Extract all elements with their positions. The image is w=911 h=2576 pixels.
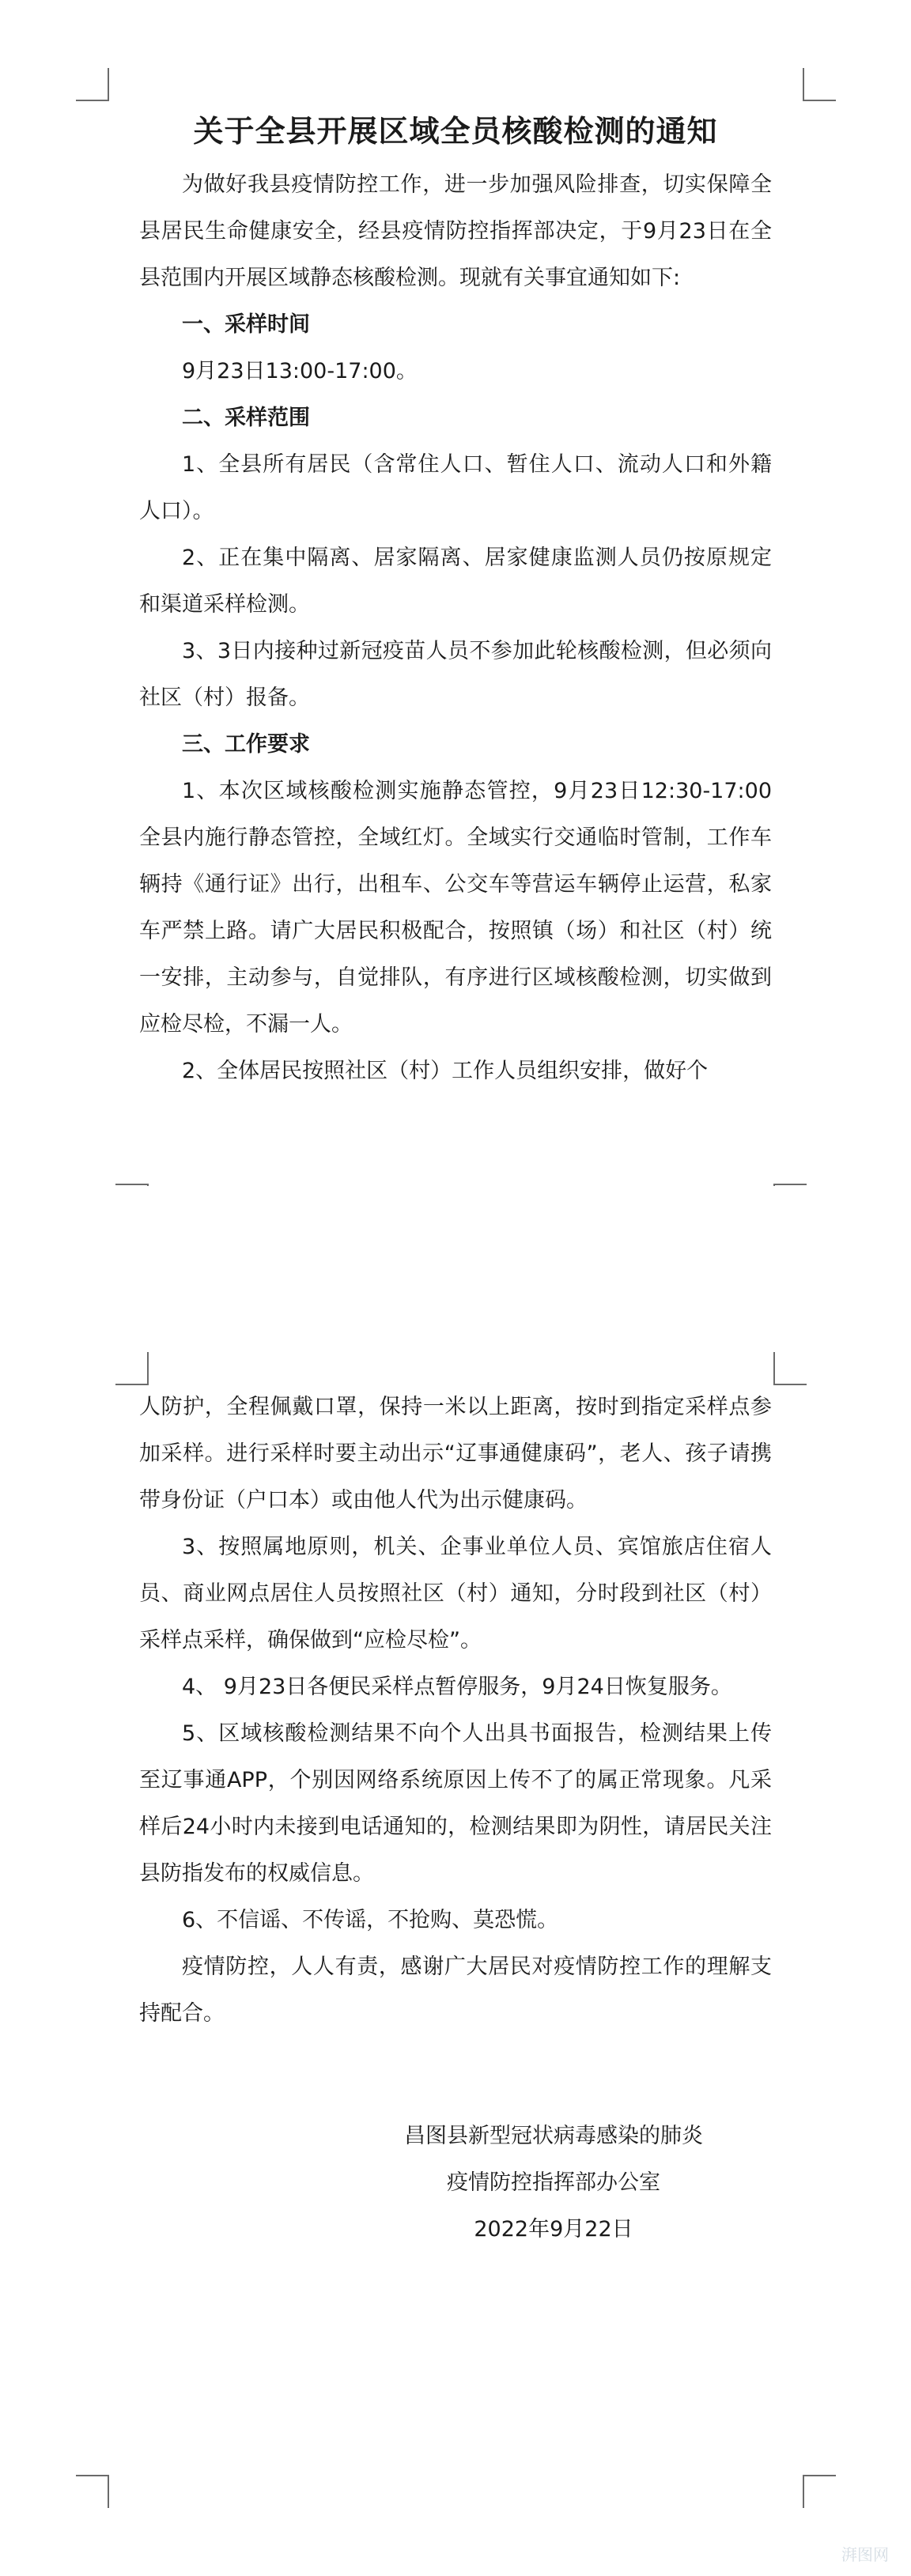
- signature-date: 2022年9月22日: [474, 2217, 633, 2242]
- requirement-item-5: 5、区域核酸检测结果不向个人出具书面报告，检测结果上传至辽事通APP，个别因网络系统原因上传不了的属正常现象。凡采样后24小时内未接到电话通知的，检测结果即为阴性，请居民关注县防指发布的权威信息。: [139, 1721, 772, 1886]
- page-2-body: [139, 1384, 772, 2037]
- requirement-item-2-continued: 人防护，全程佩戴口罩，保持一米以上距离，按时到指定采样点参加采样。进行采样时要主动出示“辽事通健康码”，老人、孩子请携带身份证（户口本）或由他人代为出示健康码。: [139, 1395, 772, 1513]
- section-heading-time: 一、采样时间: [182, 312, 310, 337]
- requirement-item-4: 4、 9月23日各便民采样点暂停服务，9月24日恢复服务。: [182, 1675, 732, 1699]
- section-heading-requirements: 三、工作要求: [182, 732, 310, 757]
- sampling-time: 9月23日13:00-17:00。: [182, 359, 418, 383]
- requirement-item-1: 1、本次区域核酸检测实施静态管控，9月23日12:30-17:00全县内施行静态管控，全域红灯。全域实行交通临时管制，工作车辆持《通行证》出行，出租车、公交车等营运车辆停止运营，私家车严禁上路。请广大居民积极配合，按照镇（场）和社区（村）统一安排，主动参与，自觉排队，有序进行区域核酸检测，切实做到应检尽检，不漏一人。: [139, 779, 772, 1037]
- page-1-body: [139, 108, 772, 1094]
- scope-item-3: 3、3日内接种过新冠疫苗人员不参加此轮核酸检测，但必须向社区（村）报备。: [139, 639, 772, 710]
- requirement-item-3: 3、按照属地原则，机关、企事业单位人员、宾馆旅店住宿人员、商业网点居住人员按照社区（村）通知，分时段到社区（村）采样点采样，确保做到“应检尽检”。: [139, 1535, 772, 1652]
- crop-mark-top-right-2: [773, 1352, 807, 1385]
- signature-org-line-2: 疫情防控指挥部办公室: [447, 2170, 660, 2195]
- crop-mark-top-left-2: [115, 1352, 149, 1385]
- watermark-logo: 湃图网: [841, 2545, 889, 2564]
- closing-paragraph: 疫情防控，人人有责，感谢广大居民对疫情防控工作的理解支持配合。: [139, 1955, 772, 2026]
- intro-paragraph: 为做好我县疫情防控工作，进一步加强风险排查，切实保障全县居民生命健康安全，经县疫情防控指挥部决定，于9月23日在全县范围内开展区域静态核酸检测。现就有关事宜通知如下:: [139, 172, 772, 290]
- crop-mark-top-left: [76, 68, 109, 101]
- scope-item-1: 1、全县所有居民（含常住人口、暂住人口、流动人口和外籍人口）。: [139, 452, 772, 523]
- requirement-item-2-start: 2、全体居民按照社区（村）工作人员组织安排，做好个: [182, 1059, 709, 1083]
- requirement-item-6: 6、不信谣、不传谣，不抢购、莫恐慌。: [182, 1908, 559, 1932]
- notice-title: 关于全县开展区域全员核酸检测的通知: [193, 114, 718, 149]
- crop-mark-top-right: [803, 68, 836, 101]
- crop-mark-bottom-right-2: [803, 2475, 836, 2508]
- document-page-1: [0, 0, 911, 1186]
- crop-mark-bottom-left-2: [76, 2475, 109, 2508]
- signature-org-line-1: 昌图县新型冠状病毒感染的肺炎: [404, 2124, 703, 2148]
- signature-block: [372, 2113, 735, 2253]
- section-heading-scope: 二、采样范围: [182, 406, 310, 430]
- scope-item-2: 2、正在集中隔离、居家隔离、居家健康监测人员仍按原规定和渠道采样检测。: [139, 546, 772, 617]
- document-page-2: [0, 1186, 911, 2576]
